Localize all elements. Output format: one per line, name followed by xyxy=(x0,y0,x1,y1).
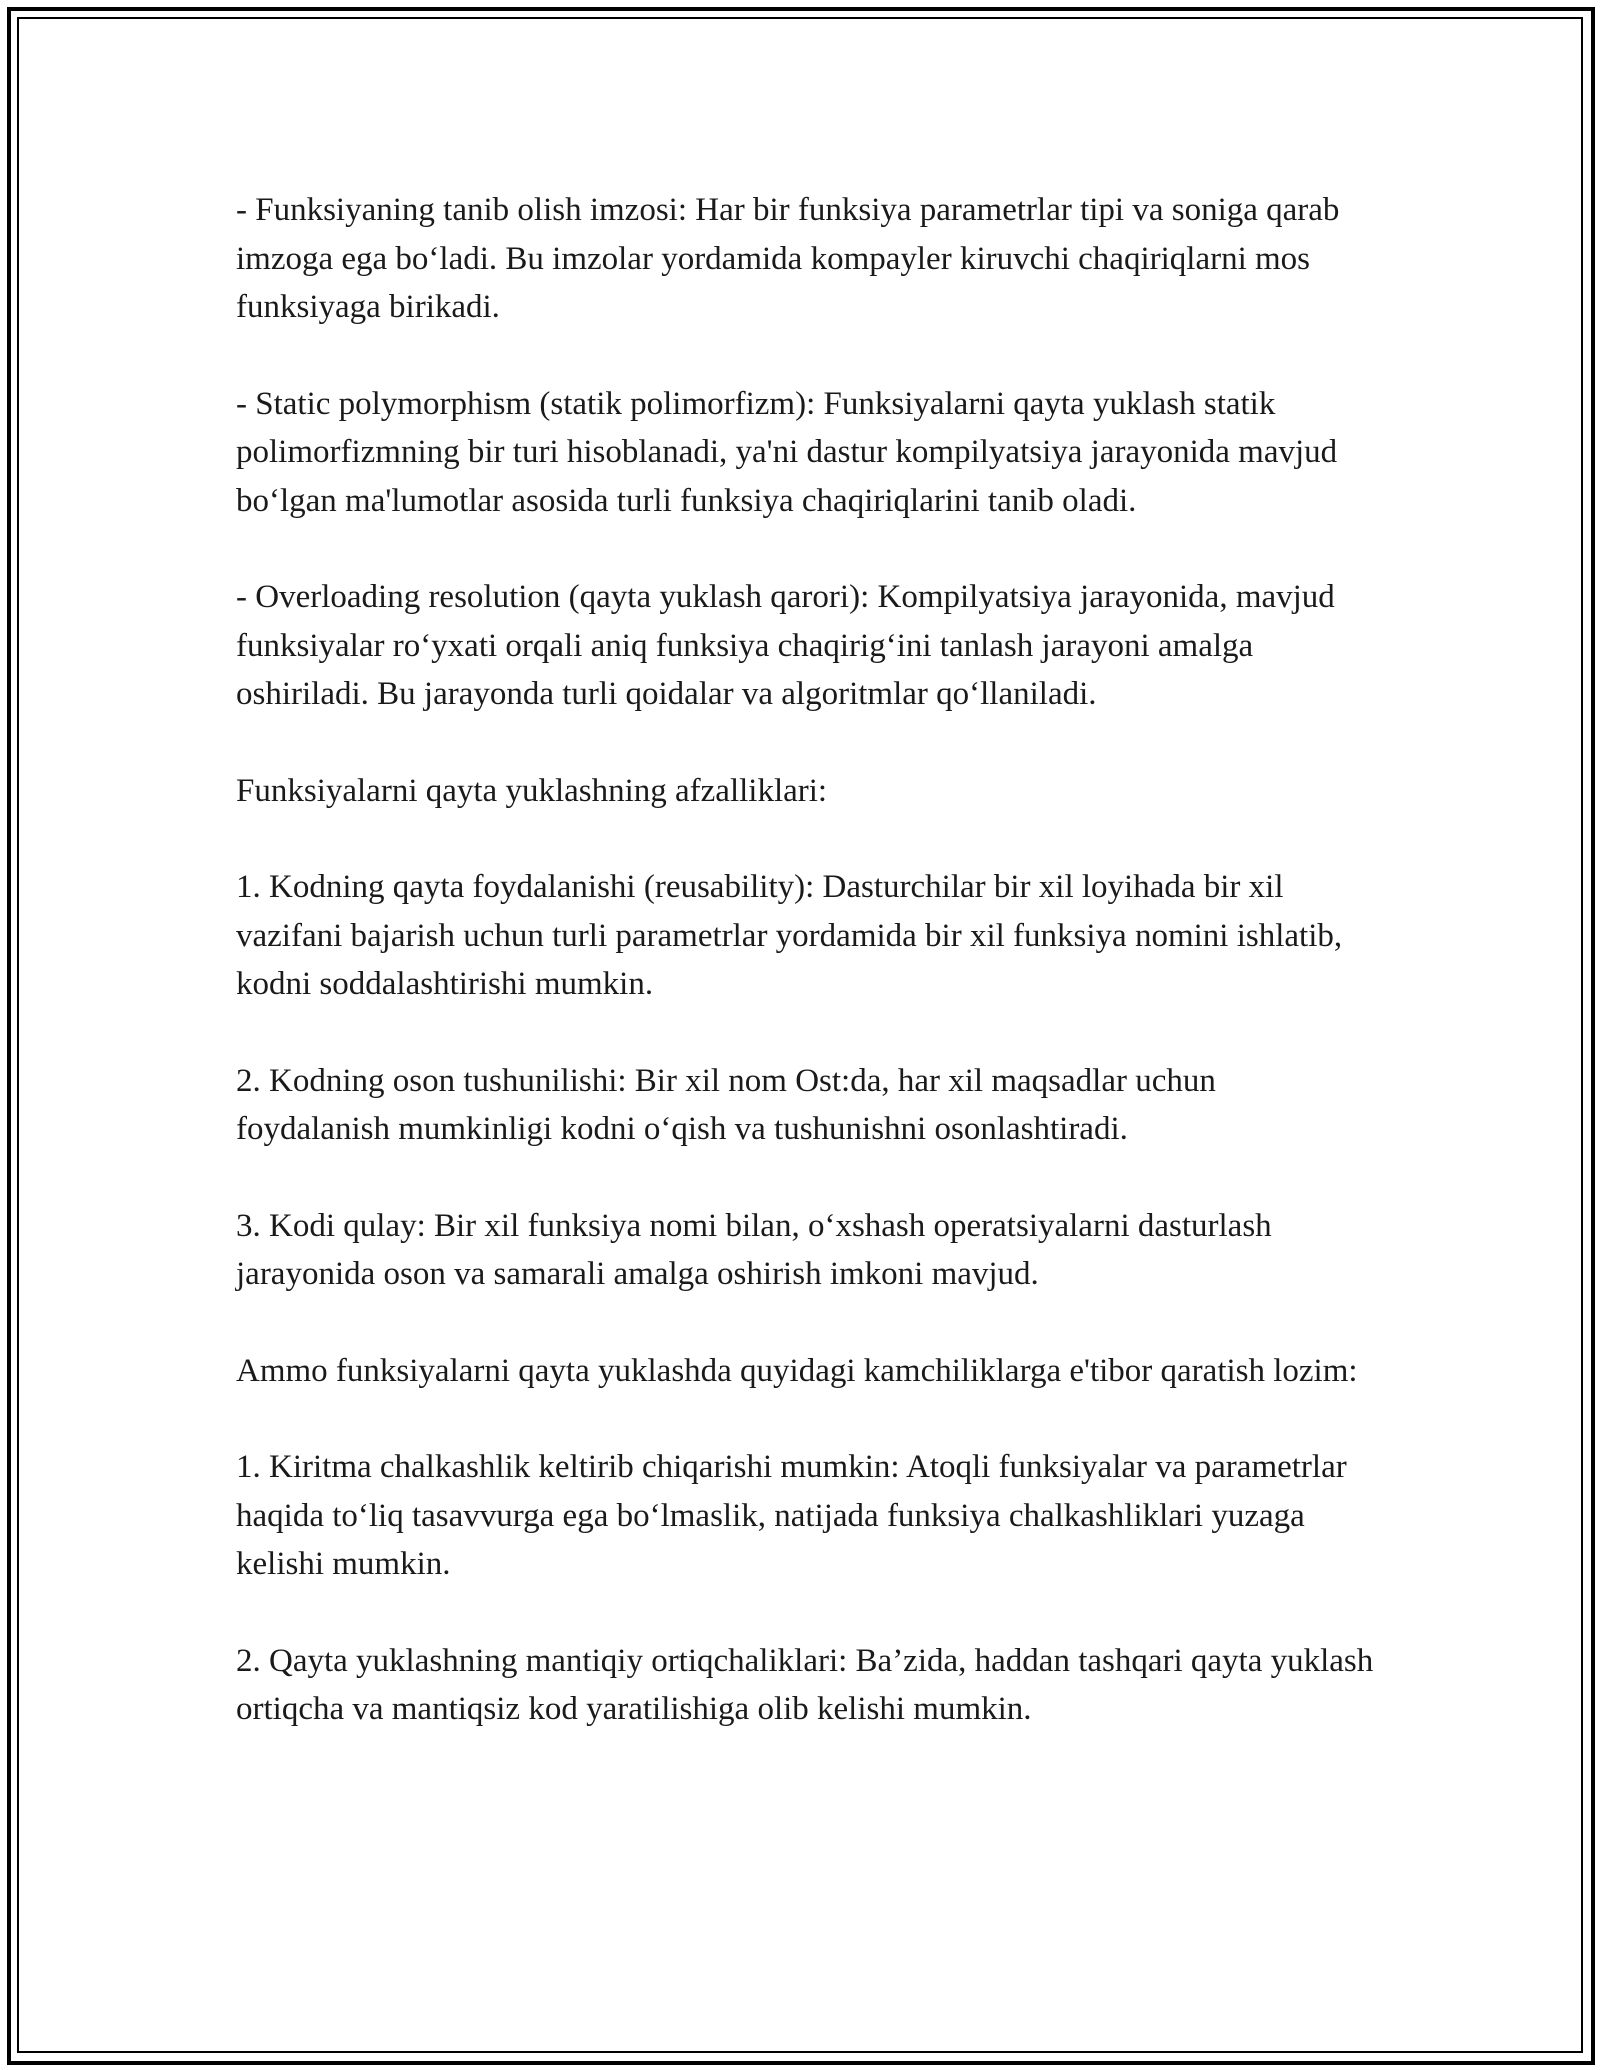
paragraph-overloading-resolution: - Overloading resolution (qayta yuklash qarori): Kompilyatsiya jarayonida, mavjud funksiyalar ro‘yxati orqali aniq funksiya chaqirig‘ini tanlash jarayoni amalga oshiriladi. Bu jarayonda turli qoidalar va algoritmlar qo‘llaniladi. xyxy=(236,579,1335,712)
advantage-item-1: 1. Kodning qayta foydalanishi (reusability): Dasturchilar bir xil loyihada bir xil vazifani bajarish uchun turli parametrlar yordamida bir xil funksiya nomini ishlatib, kodni soddalashtirishi mumkin. xyxy=(236,869,1343,1002)
drawback-item-2: 2. Qayta yuklashning mantiqiy ortiqchaliklari: Ba’zida, haddan tashqari qayta yuklash ortiqcha va mantiqsiz kod yaratilishiga olib kelishi mumkin. xyxy=(236,1642,1374,1727)
document-body xyxy=(236,186,1376,1734)
drawback-item-1: 1. Kiritma chalkashlik keltirib chiqarishi mumkin: Atoqli funksiyalar va parametrlar haqida to‘liq tasavvurga ega bo‘lmaslik, natijada funksiya chalkashliklari yuzaga kelishi mumkin. xyxy=(236,1449,1347,1582)
heading-drawbacks: Ammo funksiyalarni qayta yuklashda quyidagi kamchiliklarga e'tibor qaratish lozim: xyxy=(236,1352,1358,1389)
advantage-item-3: 3. Kodi qulay: Bir xil funksiya nomi bilan, o‘xshash operatsiyalarni dasturlash jarayonida oson va samarali amalga oshirish imkoni mavjud. xyxy=(236,1207,1272,1292)
advantage-item-2: 2. Kodning oson tushunilishi: Bir xil nom Ost:da, har xil maqsadlar uchun foydalanish mumkinligi kodni o‘qish va tushunishni osonlashtiradi. xyxy=(236,1062,1216,1147)
paragraph-signature: - Funksiyaning tanib olish imzosi: Har bir funksiya parametrlar tipi va soniga qarab imzoga ega bo‘ladi. Bu imzolar yordamida kompayler kiruvchi chaqiriqlarni mos funksiyaga birikadi. xyxy=(236,192,1340,325)
paragraph-static-polymorphism: - Static polymorphism (statik polimorfizm): Funksiyalarni qayta yuklash statik polimorfizmning bir turi hisoblanadi, ya'ni dastur kompilyatsiya jarayonida mavjud bo‘lgan ma'lumotlar asosida turli funksiya chaqiriqlarini tanib oladi. xyxy=(236,385,1338,519)
heading-advantages: Funksiyalarni qayta yuklashning afzalliklari: xyxy=(236,772,828,809)
